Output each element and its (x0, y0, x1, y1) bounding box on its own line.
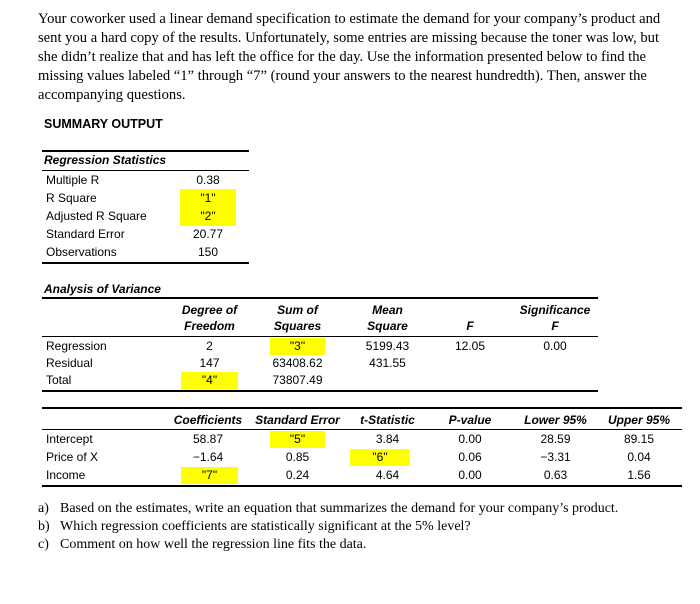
reg-stat-value: 150 (197, 245, 219, 259)
coef-t: 4.64 (375, 468, 400, 482)
coef-upper: 0.04 (627, 450, 651, 464)
question-letter: a) (38, 501, 49, 516)
coef-lower: 0.63 (543, 468, 568, 482)
reg-stat-label: Standard Error (46, 227, 125, 241)
question-letter: b) (38, 519, 50, 534)
anova-row-label: Total (46, 373, 72, 387)
reg-stat-value: 0.38 (196, 173, 220, 187)
anova-bottom-rule (42, 390, 598, 392)
coef-se-missing-5: "5" (270, 431, 325, 448)
reg-stat-value-missing-2: "2" (180, 207, 236, 226)
coef-value-missing-7: "7" (181, 467, 238, 484)
anova-sig: 0.00 (543, 339, 567, 353)
summary-output-title: SUMMARY OUTPUT (44, 117, 163, 131)
coef-value: −1.64 (192, 450, 224, 464)
anova-f: 12.05 (454, 339, 486, 353)
coef-header-rule (42, 429, 682, 430)
reg-stat-value: 20.77 (192, 227, 224, 241)
coef-header-upper-95: Upper 95% (607, 413, 671, 427)
anova-df: 2 (206, 339, 213, 353)
anova-header-df-2: Freedom (184, 319, 235, 333)
anova-ms: 431.55 (369, 356, 406, 370)
coef-t-missing-6: "6" (350, 449, 410, 466)
coef-value: 58.87 (192, 432, 224, 446)
anova-top-rule (42, 297, 598, 299)
reg-stat-label: Adjusted R Square (46, 209, 147, 223)
reg-stat-label: R Square (46, 191, 97, 205)
coef-lower: 28.59 (540, 432, 571, 446)
reg-stats-bottom-rule (42, 262, 249, 264)
coef-se: 0.85 (285, 450, 310, 464)
reg-stats-header: Regression Statistics (44, 153, 167, 167)
coef-top-rule (42, 407, 682, 409)
coef-header-t-stat: t-Statistic (360, 413, 415, 427)
anova-header-df-1: Degree of (181, 303, 238, 317)
coef-upper: 1.56 (627, 468, 651, 482)
anova-df-missing-4: "4" (181, 372, 238, 389)
questions-list (38, 500, 678, 554)
coef-se: 0.24 (285, 468, 310, 482)
coef-row-label: Income (46, 468, 86, 482)
anova-ss: 73807.49 (272, 373, 323, 387)
coef-p: 0.06 (458, 450, 482, 464)
anova-header-rule (42, 336, 598, 337)
coef-lower: −3.31 (540, 450, 571, 464)
anova-header-f: F (466, 319, 474, 333)
question-letter: c) (38, 537, 49, 552)
anova-header-sig-2: F (551, 319, 559, 333)
question-text: Comment on how well the regression line fits the data. (60, 537, 367, 552)
coef-row-label: Intercept (46, 432, 93, 446)
anova-row-label: Regression (46, 339, 107, 353)
coef-row-label: Price of X (46, 450, 99, 464)
reg-stat-label: Multiple R (46, 173, 100, 187)
question-item (38, 500, 678, 518)
coef-header-std-error: Standard Error (255, 413, 340, 427)
coef-header-p-value: P-value (448, 413, 492, 427)
problem-intro: Your coworker used a linear demand specification to estimate the demand for your company’s product and sent you a hard copy of the results. Unfortunately, some entries are missing because the toner was low, but she didn’t realize that and has left the office for the day. Use the information presented below to find the missing values labeled “1” through “7” (round your answers to the nearest hundredth). Then, answer the accompanying questions. (38, 11, 661, 103)
anova-ms: 5199.43 (365, 339, 410, 353)
anova-df: 147 (199, 356, 220, 370)
coef-t: 3.84 (375, 432, 400, 446)
reg-stat-label: Observations (46, 245, 117, 259)
reg-stat-value-missing-1: "1" (180, 189, 236, 208)
coef-bottom-rule (42, 485, 682, 487)
question-item (38, 518, 678, 536)
anova-ss-missing-3: "3" (270, 338, 325, 355)
anova-header-ss-1: Sum of (277, 303, 318, 317)
reg-stats-top-rule (42, 150, 249, 152)
question-text: Based on the estimates, write an equation that summarizes the demand for your company’s product. (60, 501, 619, 516)
coef-p: 0.00 (458, 468, 482, 482)
anova-header-ms-2: Square (367, 319, 408, 333)
anova-title: Analysis of Variance (44, 282, 161, 296)
coef-upper: 89.15 (623, 432, 655, 446)
reg-stats-header-rule (42, 170, 249, 171)
anova-header-sig-1: Significance (519, 303, 591, 317)
anova-header-ss-2: Squares (273, 319, 322, 333)
question-item (38, 536, 678, 554)
anova-row-label: Residual (46, 356, 93, 370)
coef-p: 0.00 (458, 432, 482, 446)
coef-header-coefficients: Coefficients (173, 413, 243, 427)
anova-header-ms-1: Mean (372, 303, 403, 317)
question-text: Which regression coefficients are statistically significant at the 5% level? (60, 519, 471, 534)
anova-ss: 63408.62 (272, 356, 323, 370)
coef-header-lower-95: Lower 95% (524, 413, 587, 427)
